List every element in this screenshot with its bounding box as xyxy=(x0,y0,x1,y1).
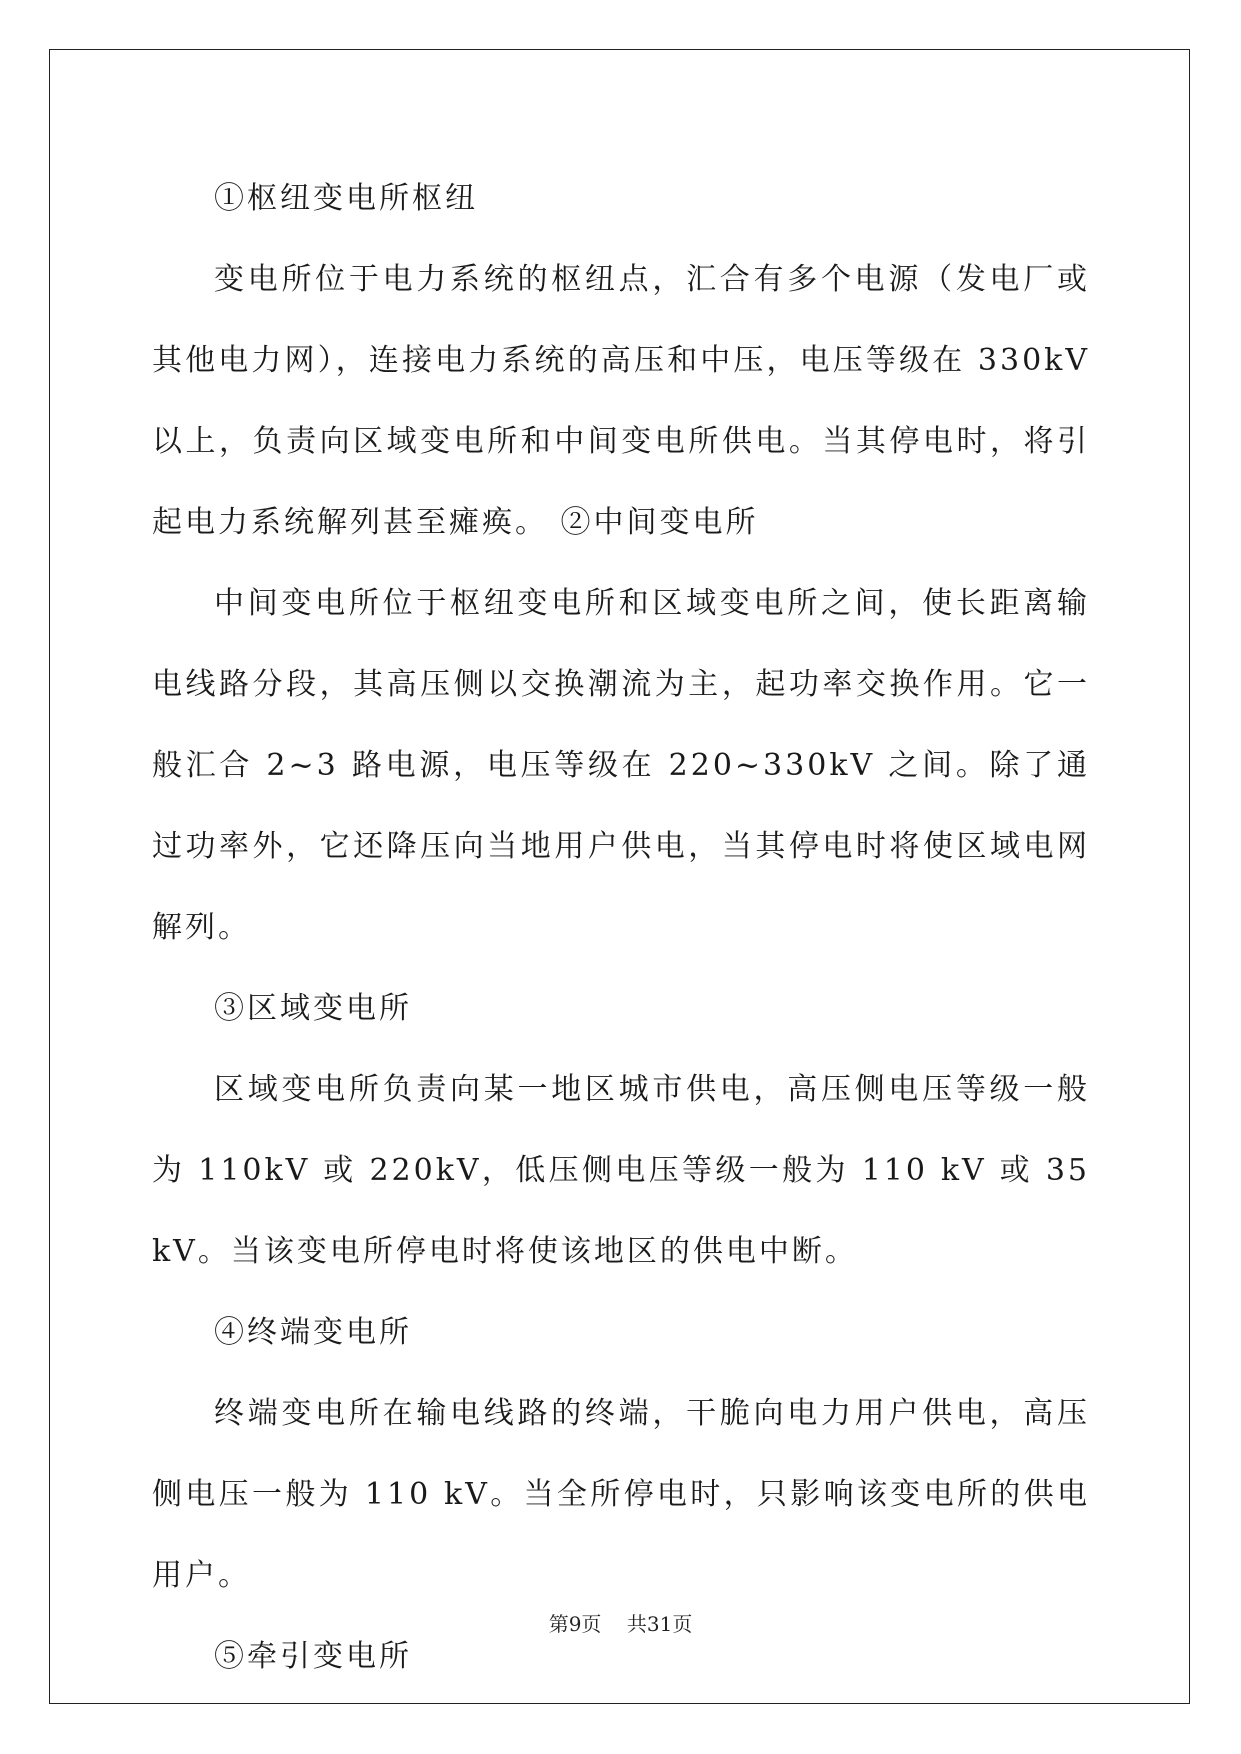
total-pages: 31 xyxy=(646,1612,673,1636)
heading-regional-substation: ③区域变电所 xyxy=(214,991,412,1026)
paragraph-intermediate-substation: 中间变电所位于枢纽变电所和区域变电所之间，使长距离输电线路分段，其高压侧以交换潮流为主，起功率交换作用。它一般汇合 2~3 路电源，电压等级在 220~330kV 之间。除了通过功率外，它还降压向当地用户供电，当其停电时将使区域电网解列。 xyxy=(152,586,1090,945)
document-body xyxy=(152,158,1090,1697)
total-suffix: 页 xyxy=(672,1612,693,1636)
page-number: 9 xyxy=(568,1612,582,1636)
page-footer xyxy=(0,1608,1241,1637)
paragraph-terminal-substation: 终端变电所在输电线路的终端，干脆向电力用户供电，高压侧电压一般为 110 kV。当全所停电时，只影响该变电所的供电用户。 xyxy=(152,1396,1090,1593)
total-prefix: 共 xyxy=(626,1612,647,1636)
heading-hub-substation: ①枢纽变电所枢纽 xyxy=(214,181,478,216)
page-prefix: 第 xyxy=(548,1612,569,1636)
paragraph-regional-substation: 区域变电所负责向某一地区城市供电，高压侧电压等级一般为 110kV 或 220kV，低压侧电压等级一般为 110 kV 或 35 kV。当该变电所停电时将使该地区的供电中断。 xyxy=(152,1072,1090,1269)
page-suffix: 页 xyxy=(581,1612,602,1636)
paragraph-hub-substation: 变电所位于电力系统的枢纽点，汇合有多个电源（发电厂或其他电力网），连接电力系统的高压和中压，电压等级在 330kV 以上，负责向区域变电所和中间变电所供电。当其停电时，将引起电力系统解列甚至瘫痪。 ②中间变电所 xyxy=(152,262,1090,540)
heading-terminal-substation: ④终端变电所 xyxy=(214,1315,412,1350)
heading-traction-substation: ⑤牵引变电所 xyxy=(214,1639,412,1674)
